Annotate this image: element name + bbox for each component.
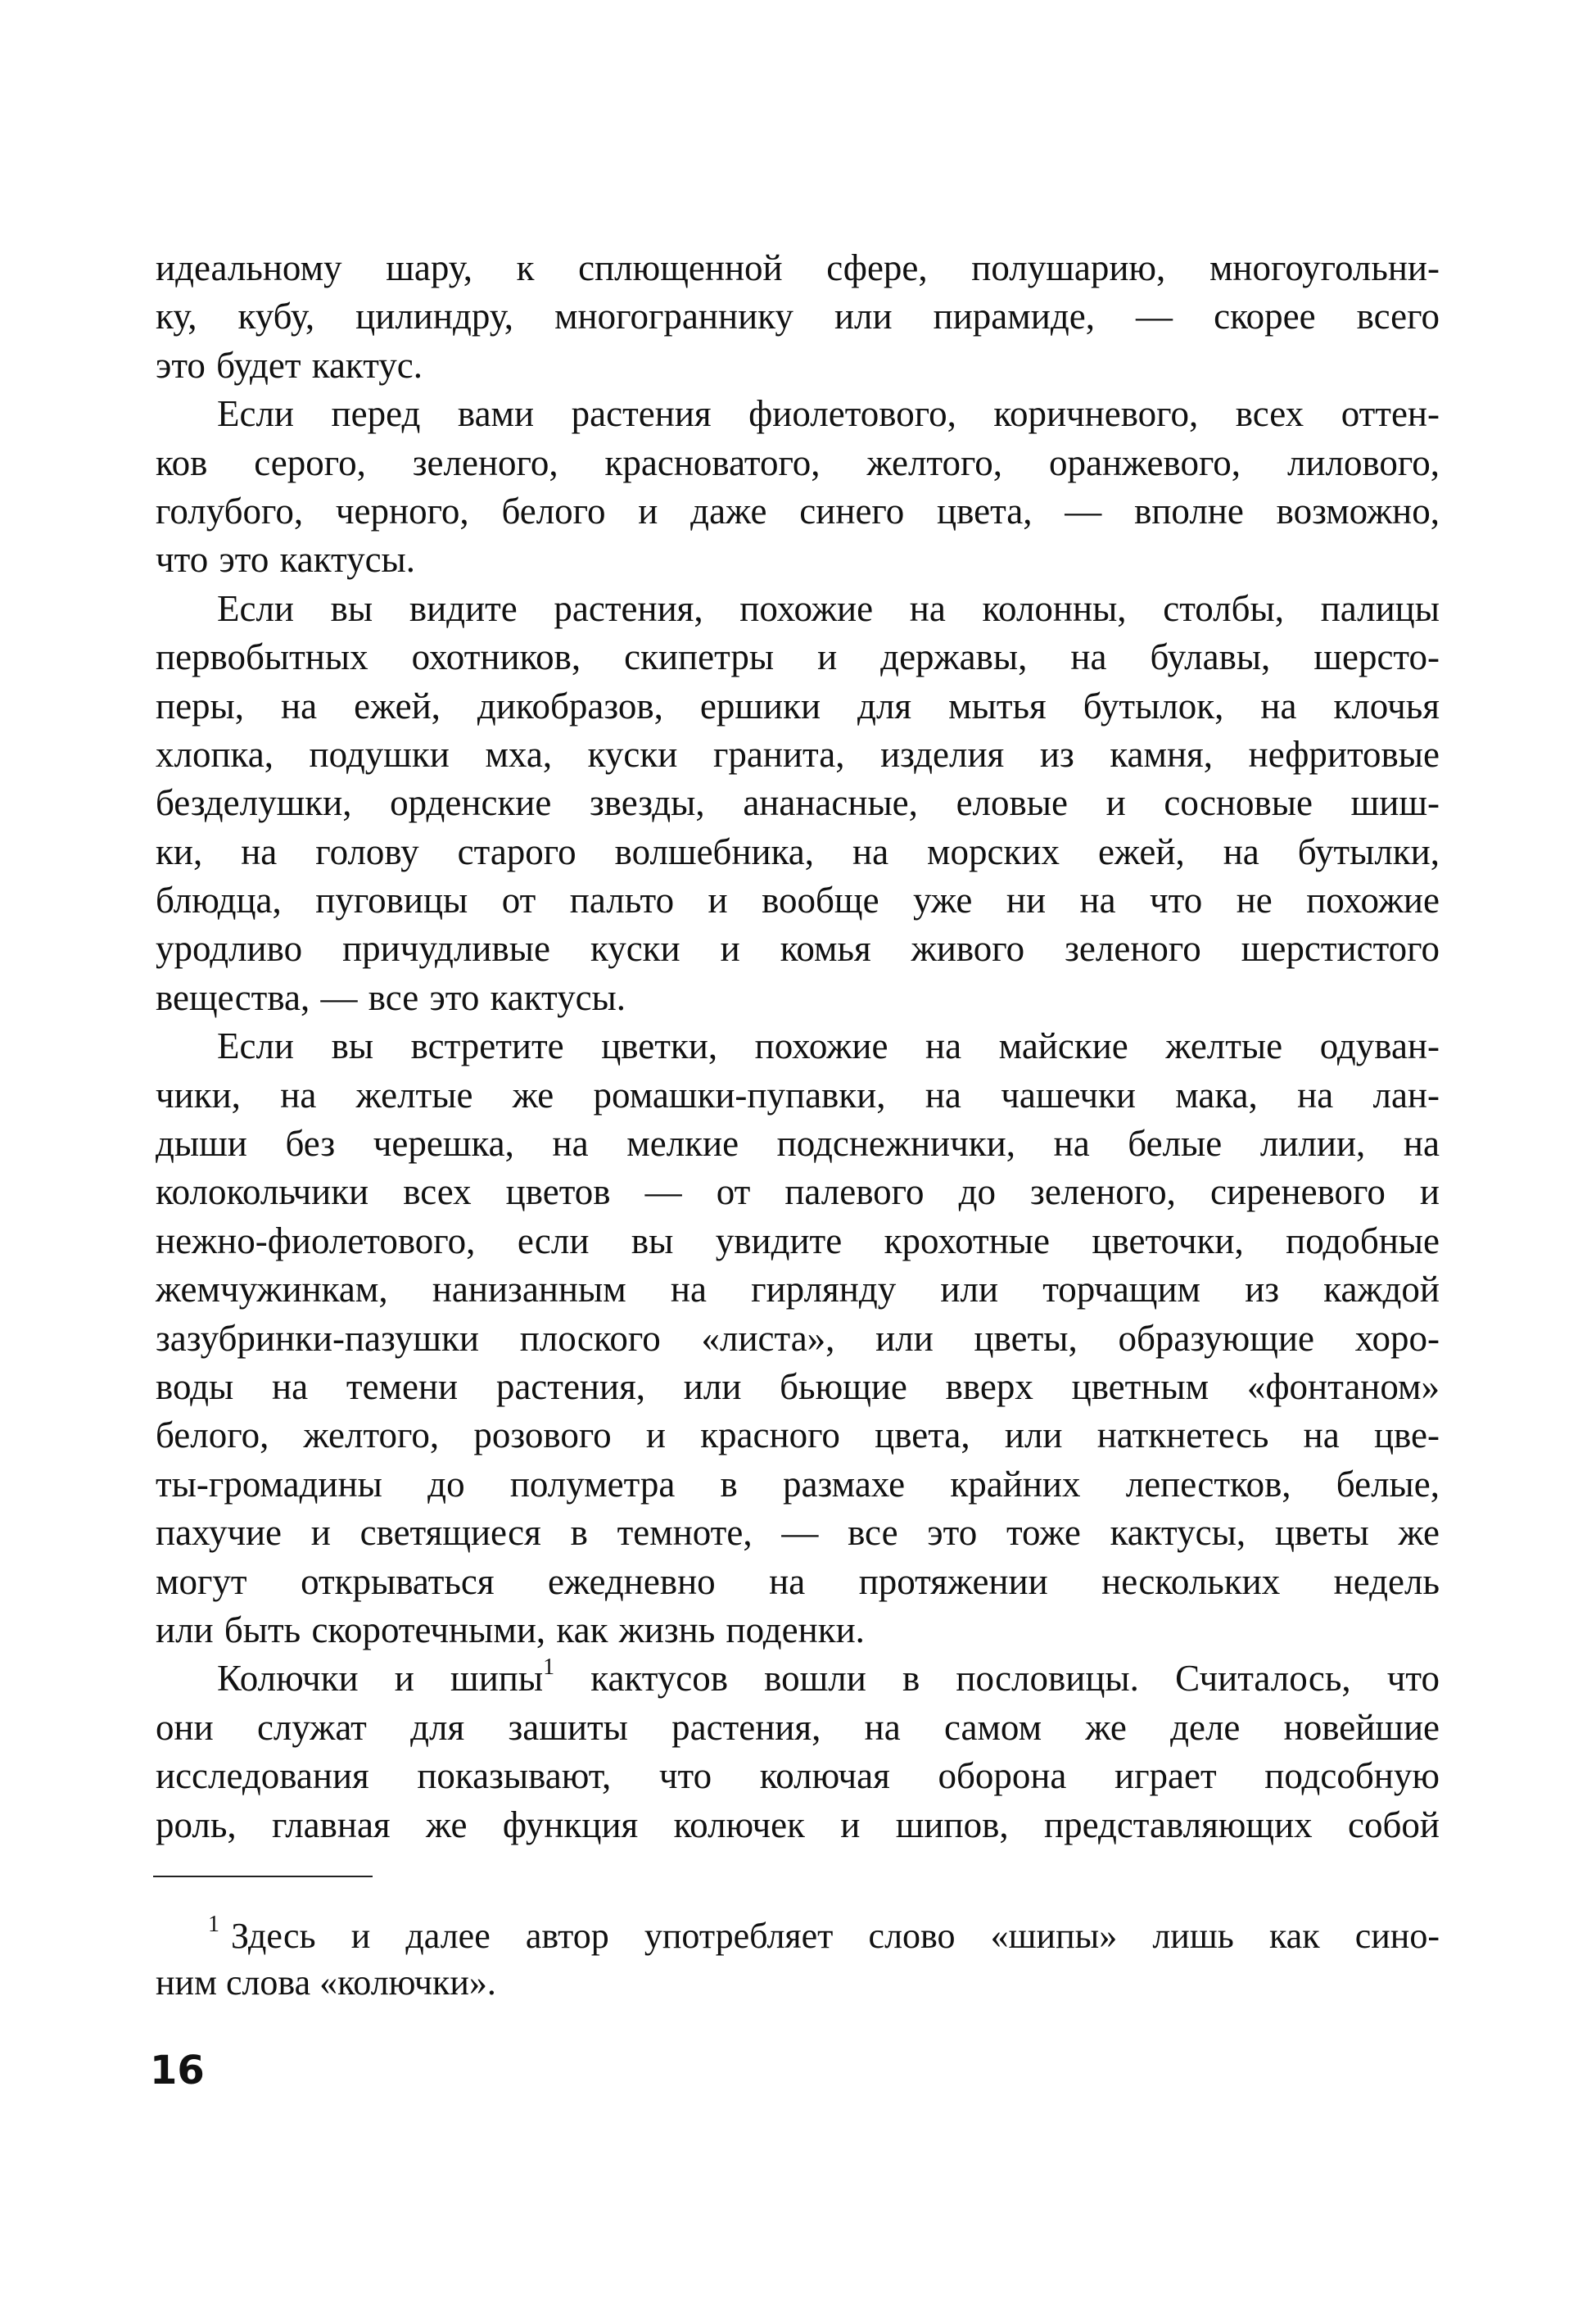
text-line: Если перед вами растения фиолетового, коричневого, всех оттен- xyxy=(217,393,1440,435)
text-line: колокольчики всех цветов — от палевого до зеленого, сиреневого и xyxy=(156,1171,1440,1213)
footnote-line xyxy=(156,1912,1440,1959)
text-line: или быть скоротечными, как жизнь поденки. xyxy=(156,1609,865,1650)
text-line: перы, на ежей, дикобразов, ершики для мытья бутылок, на клочья xyxy=(156,685,1440,726)
text-line: нежно-фиолетового, если вы увидите крохотные цветочки, подобные xyxy=(156,1220,1440,1261)
text-line: роль, главная же функция колючек и шипов, представляющих собой xyxy=(156,1804,1440,1845)
text-line: безделушки, орденские звезды, ананасные, еловые и сосновые шиш- xyxy=(156,782,1440,824)
page-number: 16 xyxy=(150,2048,205,2093)
text-line-with-footnote-ref xyxy=(156,1654,1440,1703)
text-line: зазубринки-пазушки плоского «листа», или цветы, образующие хоро- xyxy=(156,1317,1440,1359)
text-line: белого, желтого, розового и красного цвета, или наткнетесь на цве- xyxy=(156,1414,1440,1456)
text-line: идеальному шару, к сплющенной сфере, полушарию, многоугольни- xyxy=(156,247,1440,288)
text-line: ты-громадины до полуметра в размахе крайних лепестков, белые, xyxy=(156,1463,1440,1505)
text-line: первобытных охотников, скипетры и державы, на булавы, шерсто- xyxy=(156,636,1440,678)
text-line: уродливо причудливые куски и комья живого зеленого шерстистого xyxy=(156,928,1440,970)
footnote-divider xyxy=(153,1876,373,1877)
footnote-text: Здесь и далее автор употребляет слово «шипы» лишь как сино- xyxy=(231,1916,1440,1956)
text-line: блюдца, пуговицы от пальто и вообще уже ни на что не похожие xyxy=(156,880,1440,921)
footnote-mark: 1 xyxy=(208,1912,219,1937)
text-fragment: Колючки и шипы xyxy=(217,1658,544,1700)
text-line: жемчужинкам, нанизанным на гирлянду или торчащим из каждой xyxy=(156,1269,1440,1310)
text-line: ков серого, зеленого, красноватого, желтого, оранжевого, лилового, xyxy=(156,441,1440,483)
footnote-reference[interactable]: 1 xyxy=(543,1654,555,1681)
text-line: голубого, черного, белого и даже синего цвета, — вполне возможно, xyxy=(156,490,1440,532)
text-line: ку, кубу, цилиндру, многограннику или пирамиде, — скорее всего xyxy=(156,296,1440,337)
text-line: вещества, — все это кактусы. xyxy=(156,976,626,1018)
text-line: дыши без черешка, на мелкие подснежнички, на белые лилии, на xyxy=(156,1123,1440,1165)
text-line: воды на темени растения, или бьющие вверх цветным «фонтаном» xyxy=(156,1365,1440,1407)
footnote-line: ним слова «колючки». xyxy=(156,1962,496,2003)
text-line: что это кактусы. xyxy=(156,539,416,581)
text-line: это будет кактус. xyxy=(156,344,423,386)
text-line: Если вы встретите цветки, похожие на майские желтые одуван- xyxy=(217,1025,1440,1067)
text-line: чики, на желтые же ромашки-пупавки, на чашечки мака, на лан- xyxy=(156,1074,1440,1116)
text-line: ки, на голову старого волшебника, на морских ежей, на бутылки, xyxy=(156,831,1440,872)
text-line: хлопка, подушки мха, куски гранита, изделия из камня, нефритовые xyxy=(156,733,1440,775)
text-line: они служат для зашиты растения, на самом же деле новейшие xyxy=(156,1706,1440,1748)
footnote xyxy=(156,1912,1440,2006)
main-text xyxy=(156,244,1440,1849)
text-line: Если вы видите растения, похожие на колонны, столбы, палицы xyxy=(217,587,1440,629)
text-fragment: кактусов вошли в пословицы. Считалось, что xyxy=(554,1658,1440,1700)
text-line: исследования показывают, что колючая оборона играет подсобную xyxy=(156,1755,1440,1797)
text-line: пахучие и светящиеся в темноте, — все это тоже кактусы, цветы же xyxy=(156,1512,1440,1554)
text-line: могут открываться ежедневно на протяжении нескольких недель xyxy=(156,1560,1440,1602)
